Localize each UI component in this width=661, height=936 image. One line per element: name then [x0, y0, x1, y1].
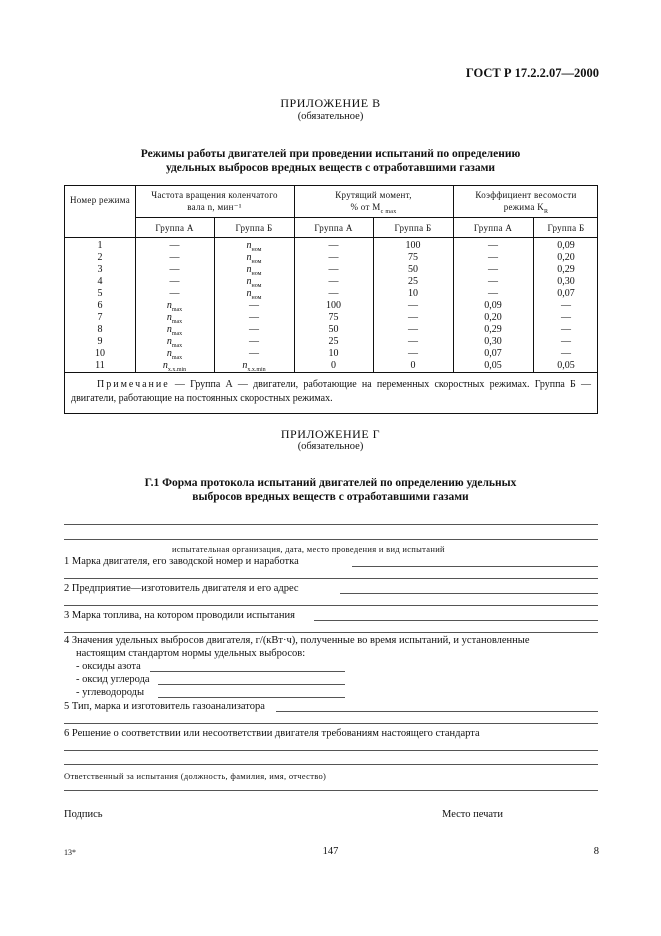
standard-code: ГОСТ Р 17.2.2.07—2000 — [465, 66, 599, 80]
speed-a-cell: — — [169, 264, 180, 275]
mode-cell: 5 — [97, 288, 103, 299]
mode-cell: 7 — [97, 312, 103, 323]
speed-symbol: $n_{ном}$ — [246, 288, 262, 301]
torque-b-cell: — — [408, 324, 418, 335]
speed-b-cell: — — [249, 312, 259, 323]
speed-group-b: Группа Б — [235, 223, 273, 233]
coef-b-cell: 0,30 — [557, 276, 575, 287]
torque-a-cell: 25 — [328, 336, 339, 347]
speed-symbol: $n_{max}$ — [166, 336, 183, 349]
responsible-field[interactable] — [64, 790, 598, 791]
coef-group-b: Группа Б — [547, 223, 585, 233]
speed-group-a: Группа А — [155, 223, 194, 233]
speed-b-cell: — — [249, 336, 259, 347]
appendix-v-title-line1: Режимы работы двигателей при проведении испытаний по определению — [140, 148, 521, 160]
speed-a-cell: — — [169, 240, 180, 251]
item-4-label-line1: 4 Значения удельных выбросов двигателя, г/(кВт·ч), полученные во время испытаний, и установленные — [64, 635, 530, 646]
speed-a-cell: — — [169, 252, 180, 263]
speed-b-cell: — — [249, 324, 259, 335]
torque-b-cell: — — [408, 336, 418, 347]
col-speed-header-line1: Частота вращения коленчатого — [151, 190, 278, 200]
speed-b-cell — [214, 360, 294, 376]
appendix-g-heading: ПРИЛОЖЕНИЕ Г — [280, 427, 381, 441]
coef-b-cell: — — [561, 312, 571, 323]
torque-b-cell: 75 — [408, 252, 418, 263]
item-5-field[interactable] — [276, 711, 598, 712]
item-1-label: 1 Марка двигателя, его заводской номер и наработка — [64, 556, 299, 567]
torque-b-cell: — — [408, 300, 418, 311]
coef-a-cell: — — [488, 252, 498, 263]
torque-a-cell: 0 — [331, 360, 336, 371]
speed-symbol: $n_{х.х.min}$ — [162, 360, 187, 373]
appendix-g-title-line2: выбросов вредных веществ с отработавшими газами — [192, 491, 469, 503]
mode-cell: 8 — [97, 324, 103, 335]
speed-b-cell: — — [249, 300, 259, 311]
coef-b-cell: 0,09 — [557, 240, 575, 251]
table-note: Примечание — Группа А — двигатели, работающие на переменных скоростных режимах. Группа Б — двигатели, работающие на постоянных скоростных режимах. — [71, 379, 591, 404]
col-coef-header-line2: режима $K_R$ — [503, 202, 549, 215]
torque-b-cell: 100 — [405, 240, 421, 251]
coef-b-cell: 0,20 — [557, 252, 575, 263]
form-line — [64, 524, 598, 525]
form-line — [64, 764, 598, 765]
speed-symbol: $n_{max}$ — [166, 324, 183, 337]
signature-label: Подпись — [64, 809, 103, 820]
coef-a-cell: — — [488, 288, 498, 299]
mode-cell: 9 — [97, 336, 103, 347]
engine-modes-table — [64, 185, 598, 414]
speed-symbol: $n_{max}$ — [166, 312, 183, 325]
coef-a-cell: 0,05 — [484, 360, 502, 371]
torque-group-b: Группа Б — [394, 223, 432, 233]
torque-a-cell: 10 — [328, 348, 339, 359]
hc-field[interactable] — [158, 697, 345, 698]
speed-b-cell: — — [249, 348, 259, 359]
torque-b-cell: — — [408, 312, 418, 323]
torque-a-cell: — — [328, 252, 339, 263]
item-6-field[interactable] — [64, 750, 598, 751]
hc-label: - углеводороды — [76, 687, 145, 698]
coef-a-cell: — — [488, 240, 498, 251]
appendix-v-status: (обязательное) — [297, 111, 364, 122]
item-1-field[interactable] — [352, 566, 598, 567]
mode-cell: 3 — [97, 264, 103, 275]
coef-a-cell: 0,29 — [484, 324, 502, 335]
item-2-label: 2 Предприятие—изготовитель двигателя и его адрес — [64, 583, 299, 594]
torque-a-cell: — — [328, 288, 339, 299]
speed-symbol: $n_{max}$ — [166, 348, 183, 361]
coef-a-cell: — — [488, 276, 498, 287]
mode-cell: 1 — [97, 240, 103, 251]
speed-symbol: $n_{ном}$ — [246, 276, 262, 289]
coef-b-cell: — — [561, 336, 571, 347]
speed-symbol: $n_{ном}$ — [246, 252, 262, 265]
form-line — [64, 632, 598, 633]
footer-issue-number: 8 — [593, 846, 599, 857]
col-mode-header: Номер режима — [69, 195, 131, 205]
speed-symbol: $n_{ном}$ — [246, 264, 262, 277]
speed-a-cell — [135, 360, 214, 376]
appendix-v-heading: ПРИЛОЖЕНИЕ В — [280, 96, 381, 110]
coef-group-a: Группа А — [473, 223, 513, 233]
speed-symbol: $n_{х.х.min}$ — [242, 360, 266, 373]
form-line — [64, 578, 598, 579]
coef-b-cell: 0,29 — [557, 264, 575, 275]
item-3-field[interactable] — [314, 620, 598, 621]
coef-a-cell: 0,20 — [484, 312, 502, 323]
item-4-label-line2: настоящим стандартом нормы удельных выбросов: — [76, 648, 306, 659]
mode-cell: 2 — [97, 252, 103, 263]
organization-caption: испытательная организация, дата, место проведения и вид испытаний — [172, 544, 445, 554]
footer-sheet-mark: 13* — [64, 848, 76, 857]
mode-cell: 10 — [95, 348, 105, 359]
item-5-label: 5 Тип, марка и изготовитель газоанализатора — [64, 701, 265, 712]
speed-symbol: $n_{max}$ — [166, 300, 183, 313]
co-label: - оксид углерода — [76, 674, 150, 685]
nox-label: - оксиды азота — [76, 661, 141, 672]
torque-a-cell: 100 — [326, 300, 341, 311]
mode-cell: 11 — [95, 360, 105, 371]
seal-label: Место печати — [442, 809, 504, 820]
coef-a-cell: 0,30 — [484, 336, 502, 347]
page-number: 147 — [322, 846, 339, 857]
item-6-label: 6 Решение о соответствии или несоответствии двигателя требованиям настоящего стандарта — [64, 728, 480, 739]
form-line — [64, 605, 598, 606]
coef-b-cell: — — [561, 300, 571, 311]
co-field[interactable] — [158, 684, 345, 685]
speed-a-cell: — — [169, 288, 180, 299]
col-torque-header-line1: Крутящий момент, — [335, 190, 412, 200]
torque-a-cell: — — [328, 264, 339, 275]
torque-b-cell: 0 — [410, 360, 416, 371]
mode-cell: 4 — [97, 276, 103, 287]
form-line — [64, 723, 598, 724]
coef-b-cell: 0,05 — [557, 360, 575, 371]
col-speed-header-line2: вала n, мин⁻¹ — [187, 202, 242, 212]
col-coef-header-line1: Коэффициент весомости — [475, 190, 577, 200]
nox-field[interactable] — [150, 671, 345, 672]
mode-cell: 6 — [97, 300, 103, 311]
appendix-v-title-line2: удельных выбросов вредных веществ с отработавшими газами — [165, 162, 496, 174]
torque-a-cell: 50 — [328, 324, 339, 335]
item-2-field[interactable] — [340, 593, 598, 594]
coef-a-cell: 0,07 — [484, 348, 502, 359]
torque-a-cell: — — [328, 276, 339, 287]
appendix-g-title-line1: Г.1 Форма протокола испытаний двигателей по определению удельных — [144, 477, 517, 489]
item-3-label: 3 Марка топлива, на котором проводили испытания — [64, 610, 295, 621]
speed-a-cell: — — [169, 276, 180, 287]
torque-a-cell: — — [328, 240, 339, 251]
coef-b-cell: — — [561, 324, 571, 335]
torque-group-a: Группа А — [314, 223, 353, 233]
responsible-label: Ответственный за испытания (должность, фамилия, имя, отчество) — [64, 771, 327, 781]
torque-a-cell: 75 — [328, 312, 339, 323]
coef-a-cell: — — [488, 264, 498, 275]
coef-a-cell: 0,09 — [484, 300, 502, 311]
torque-b-cell: 50 — [408, 264, 418, 275]
appendix-g-status: (обязательное) — [297, 441, 364, 452]
torque-b-cell: 10 — [408, 288, 418, 299]
torque-b-cell: — — [408, 348, 418, 359]
coef-b-cell: 0,07 — [557, 288, 575, 299]
torque-b-cell: 25 — [408, 276, 418, 287]
form-line — [64, 539, 598, 540]
coef-b-cell: — — [561, 348, 571, 359]
speed-symbol: $n_{ном}$ — [246, 240, 262, 253]
col-torque-header-line2: % от $M_{с max}$ — [350, 202, 397, 215]
